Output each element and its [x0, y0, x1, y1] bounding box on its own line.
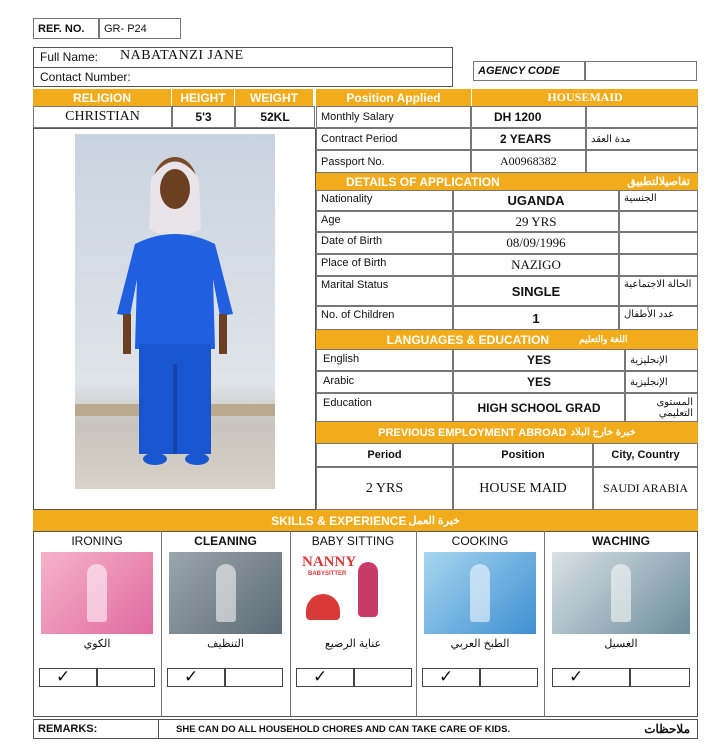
person-figure — [611, 564, 631, 622]
nanny-badge-subtext: BABYSITTER — [308, 571, 347, 577]
employment-header — [316, 422, 698, 443]
agency-code-value — [585, 61, 697, 81]
skill-checkbox-empty — [630, 668, 690, 687]
position-row-value: DH 1200 — [471, 106, 586, 128]
application-row-label: Place of Birth — [316, 254, 453, 276]
skill-divider — [416, 531, 417, 717]
washing-picture — [552, 552, 690, 634]
position-row-label: Monthly Salary — [316, 106, 471, 128]
position-row-ar — [586, 150, 698, 173]
skills-header — [33, 510, 698, 531]
application-row-value: NAZIGO — [453, 254, 619, 276]
employment-header-ar: خبرة خارج البلاد — [570, 427, 636, 438]
nanny-figure — [358, 562, 378, 617]
employment-col-country: City, Country — [593, 443, 698, 467]
position-row-ar: مدة العقد — [586, 128, 698, 150]
skill-label: CLEANING — [194, 534, 257, 548]
application-row-value: 08/09/1996 — [453, 232, 619, 254]
language-row-ar: الإنجليزية — [625, 371, 698, 393]
skill-label-ar: الطبخ العربي — [450, 638, 510, 650]
language-row-label: English — [316, 349, 453, 371]
weight-value: 52KL — [235, 106, 315, 128]
skill-label: BABY SITTING — [311, 534, 395, 548]
weight-header: WEIGHT — [235, 89, 313, 106]
employment-position: HOUSE MAID — [453, 467, 593, 510]
language-row-ar: المستوى التعليمي — [625, 393, 698, 422]
application-row-label: Date of Birth — [316, 232, 453, 254]
language-row-value: YES — [453, 349, 625, 371]
language-row-value: HIGH SCHOOL GRAD — [453, 393, 625, 422]
application-row-value: SINGLE — [453, 276, 619, 306]
application-header-label: DETAILS OF APPLICATION — [346, 174, 500, 189]
application-row-ar — [619, 254, 698, 276]
check-icon: ✓ — [184, 667, 199, 687]
employment-period: 2 YRS — [316, 467, 453, 510]
employment-col-position: Position — [453, 443, 593, 467]
skill-checkbox-empty — [97, 668, 155, 687]
skill-label-ar: الغسيل — [604, 638, 638, 650]
contact-label: Contact Number: — [40, 70, 131, 84]
ref-label: REF. NO. — [33, 18, 99, 39]
position-value-header: HOUSEMAID — [472, 89, 698, 106]
languages-header-ar: اللغة والتعليم — [579, 334, 628, 344]
skill-divider — [544, 531, 545, 717]
check-icon: ✓ — [439, 667, 454, 687]
languages-header — [316, 330, 698, 349]
person-figure — [87, 564, 107, 622]
application-row-ar: الجنسية — [619, 190, 698, 211]
cleaning-picture — [169, 552, 282, 634]
skill-label: COOKING — [451, 534, 509, 548]
agency-code-label: AGENCY CODE — [473, 61, 585, 81]
application-row-label: Nationality — [316, 190, 453, 211]
employment-col-period: Period — [316, 443, 453, 467]
application-header — [316, 173, 698, 190]
remarks-value: SHE CAN DO ALL HOUSEHOLD CHORES AND CAN TAKE CARE OF KIDS. — [176, 724, 511, 735]
application-row-value: 1 — [453, 306, 619, 330]
height-header: HEIGHT — [172, 89, 234, 106]
stroller-shape — [306, 594, 340, 620]
skills-header-label: SKILLS & EXPERIENCE — [271, 513, 407, 528]
position-header: Position Applied — [316, 89, 471, 106]
skills-header-ar: خبرة العمل — [408, 515, 460, 527]
language-row-value: YES — [453, 371, 625, 393]
check-icon: ✓ — [569, 667, 584, 687]
cooking-picture — [424, 552, 536, 634]
application-row-ar: الحالة الاجتماعية — [619, 276, 698, 306]
application-row-label: No. of Children — [316, 306, 453, 330]
languages-header-label: LANGUAGES & EDUCATION — [386, 332, 550, 347]
position-row-label: Contract Period — [316, 128, 471, 150]
candidate-photo — [75, 134, 275, 489]
check-icon: ✓ — [313, 667, 328, 687]
skill-checkbox[interactable] — [296, 668, 354, 687]
position-row-ar — [586, 106, 698, 128]
person-figure — [216, 564, 236, 622]
remarks-ar: ملاحظات — [644, 722, 690, 736]
skill-checkbox-empty — [354, 668, 412, 687]
application-row-value: UGANDA — [453, 190, 619, 211]
application-row-label: Marital Status — [316, 276, 453, 306]
skill-checkbox[interactable] — [39, 668, 97, 687]
position-row-label: Passport No. — [316, 150, 471, 173]
check-icon: ✓ — [56, 667, 71, 687]
skill-label-ar: الكوي — [83, 638, 111, 650]
position-row-value: A00968382 — [471, 150, 586, 173]
application-row-value: 29 YRS — [453, 211, 619, 232]
application-header-ar: تفاصيلالتطبيق — [627, 176, 690, 188]
skill-label: WACHING — [592, 534, 650, 548]
religion-value: CHRISTIAN — [33, 106, 172, 128]
skill-checkbox[interactable] — [167, 668, 225, 687]
ironing-picture — [41, 552, 153, 634]
person-figure — [470, 564, 490, 622]
application-row-ar — [619, 211, 698, 232]
full-name-value: NABATANZI JANE — [120, 48, 244, 63]
skill-checkbox[interactable] — [552, 668, 630, 687]
remarks-label: REMARKS: — [38, 723, 98, 735]
application-row-ar: عدد الأطفال — [619, 306, 698, 330]
language-row-label: Arabic — [316, 371, 453, 393]
employment-header-label: PREVIOUS EMPLOYMENT ABROAD — [378, 426, 567, 439]
language-row-ar: الإنجليزية — [625, 349, 698, 371]
application-row-ar — [619, 232, 698, 254]
ref-value: GR- P24 — [99, 18, 181, 39]
position-row-value: 2 YEARS — [471, 128, 586, 150]
full-name-label: Full Name: — [40, 50, 99, 64]
skill-label: IRONING — [71, 534, 123, 548]
skill-divider — [290, 531, 291, 717]
height-value: 5'3 — [172, 106, 235, 128]
nanny-badge-text: NANNY — [302, 554, 357, 570]
language-row-label: Education — [316, 393, 453, 422]
skill-checkbox[interactable] — [422, 668, 480, 687]
application-row-label: Age — [316, 211, 453, 232]
religion-header: RELIGION — [33, 89, 171, 106]
skill-divider — [161, 531, 162, 717]
divider — [33, 67, 453, 68]
employment-country: SAUDI ARABIA — [593, 467, 698, 510]
skill-label-ar: عناية الرضيع — [324, 638, 382, 650]
nanny-picture — [298, 552, 408, 634]
skill-checkbox-empty — [225, 668, 283, 687]
skill-label-ar: التنظيف — [207, 638, 244, 650]
skill-checkbox-empty — [480, 668, 538, 687]
